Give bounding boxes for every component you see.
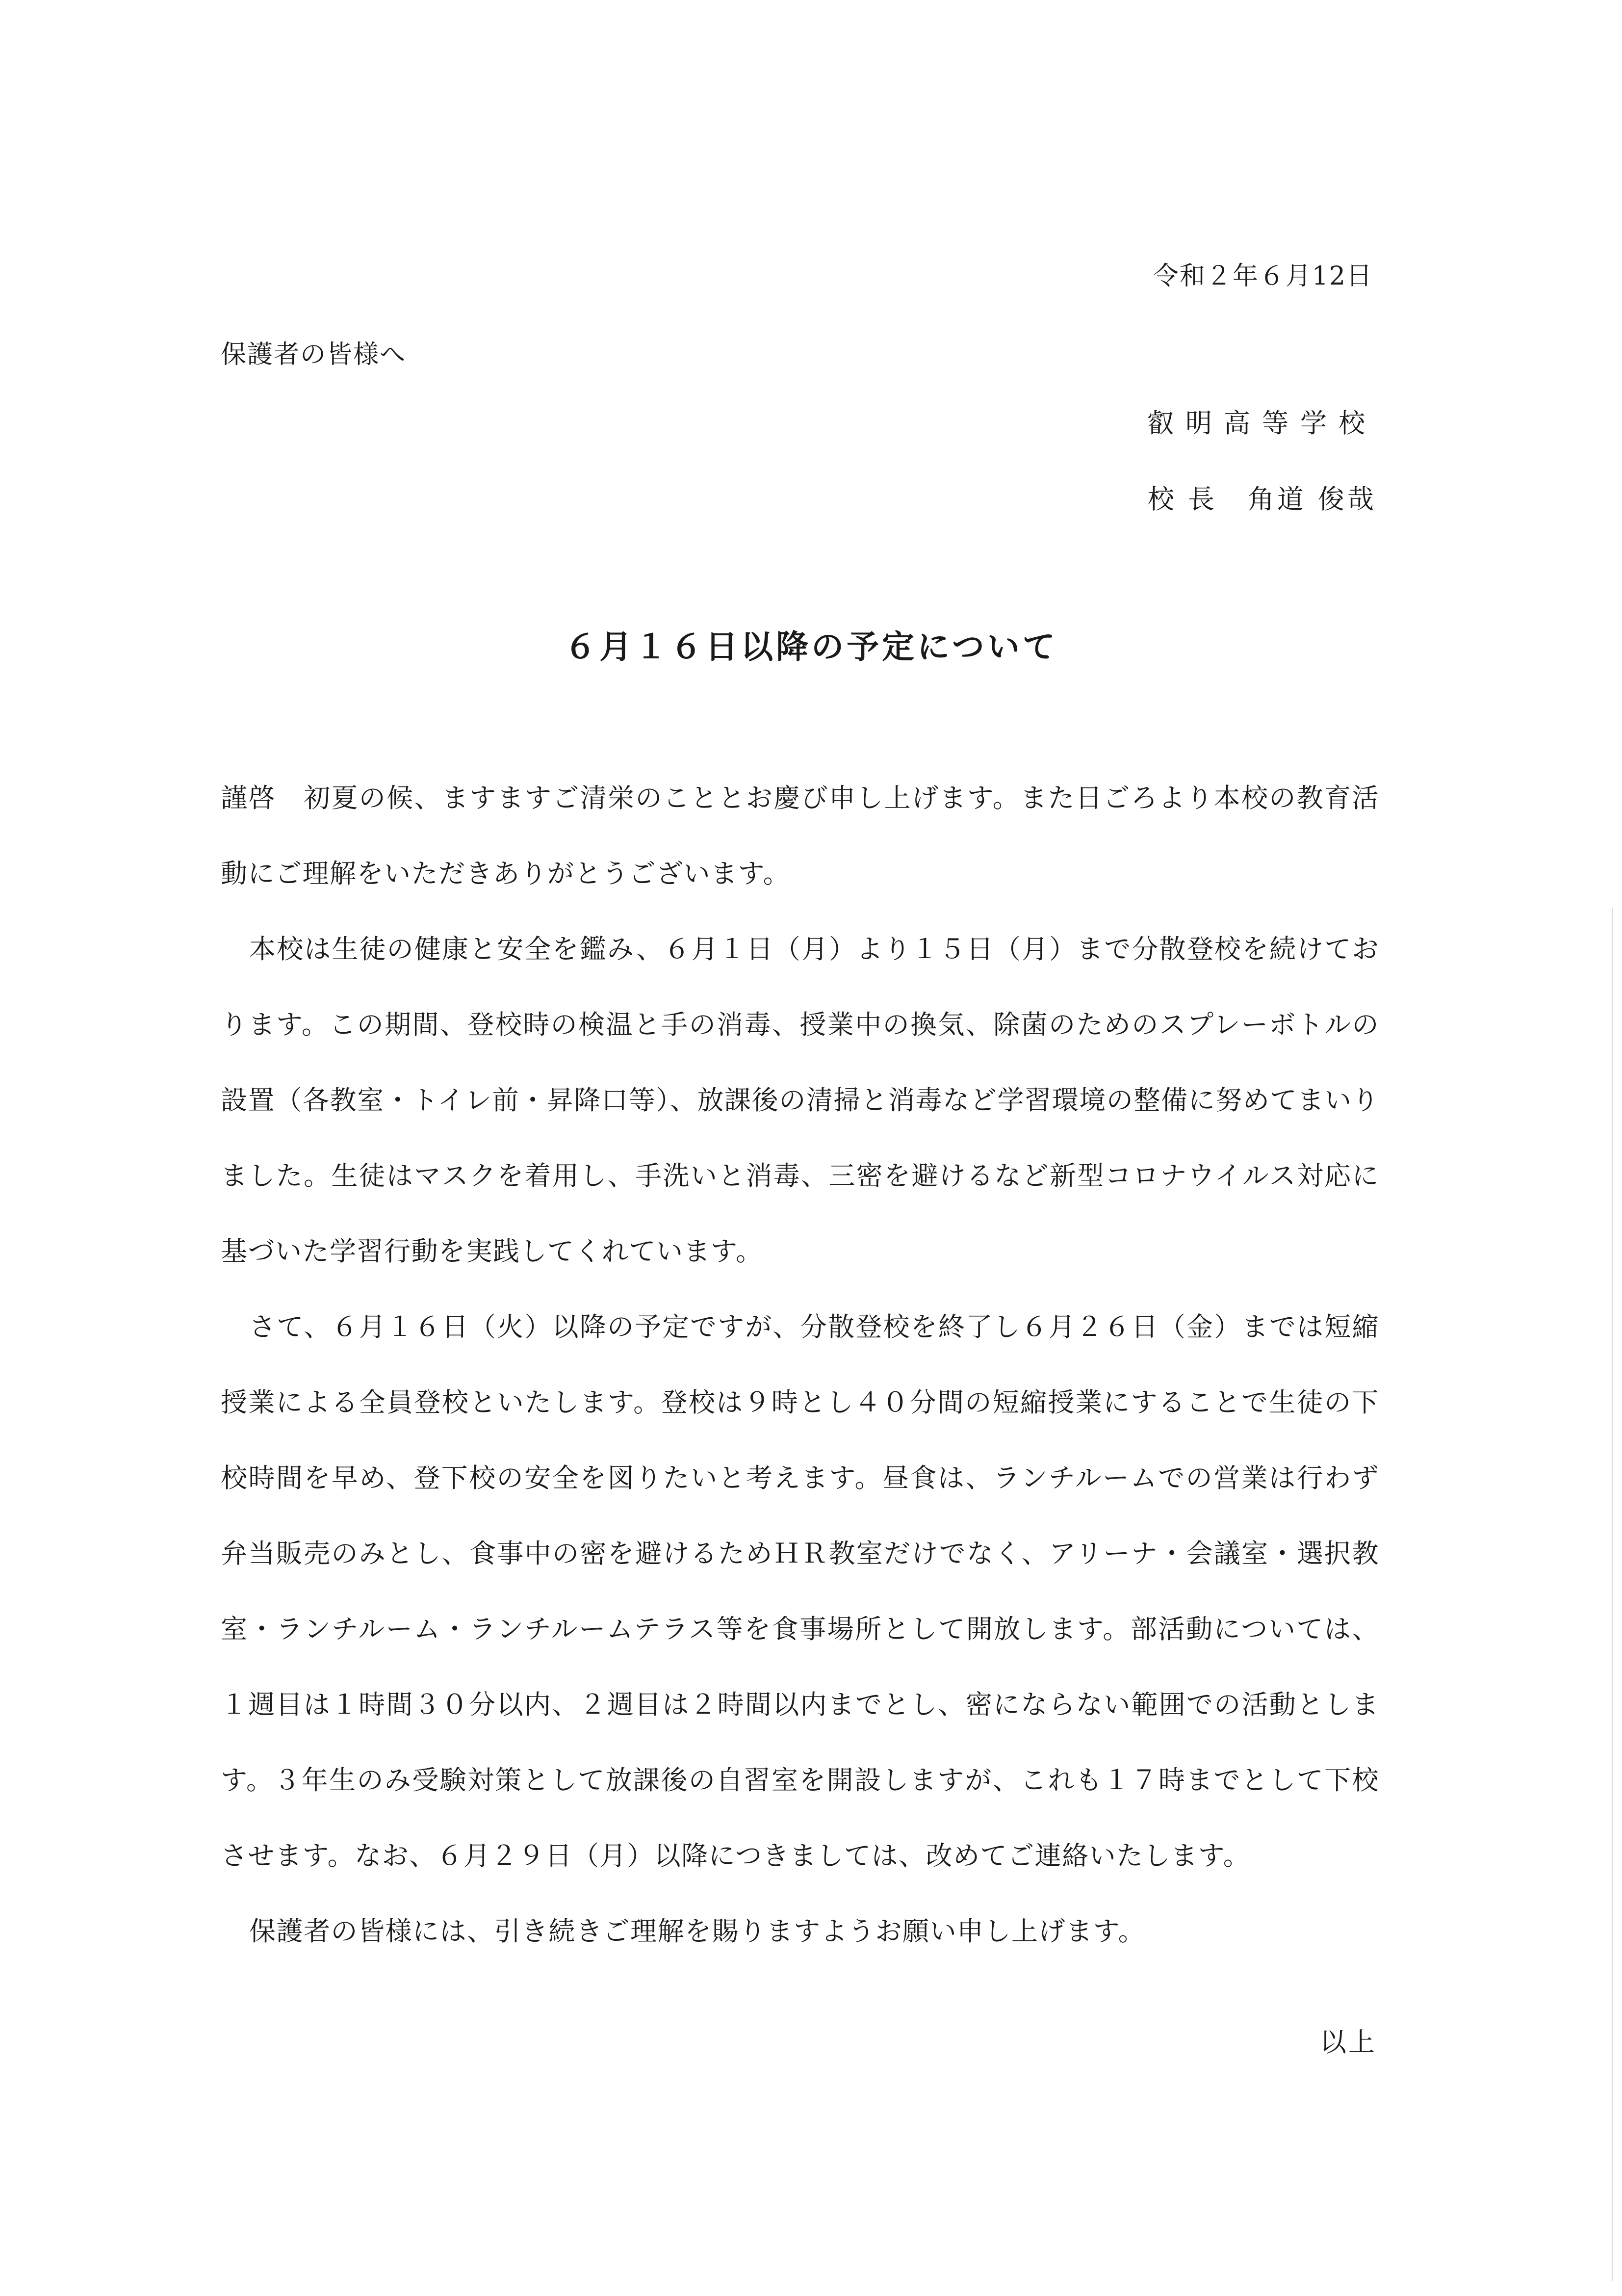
principal-name: 角道 俊哉 [1247,484,1377,515]
letter-body [221,760,1379,1969]
letter-date: 令和２年６月12日 [1153,261,1373,291]
paragraph-greeting: 謹啓 初夏の候、ますますご清栄のこととお慶び申し上げます。また日ごろより本校の教育活動にご理解をいただきありがとうございます。 [221,783,1379,889]
paragraph-schedule: さて、６月１６日（火）以降の予定ですが、分散登校を終了し６月２６日（金）までは短縮授業による全員登校といたします。登校は９時とし４０分間の短縮授業にすることで生徒の下校時間を早め、登下校の安全を図りたいと考えます。昼食は、ランチルームでの営業は行わず弁当販売のみとし、食事中の密を避けるためＨＲ教室だけでなく、アリーナ・会議室・選択教室・ランチルーム・ランチルームテラス等を食事場所として開放します。部活動については、１週目は１時間３０分以内、２週目は２時間以内までとし、密にならない範囲での活動とします。３年生のみ受験対策として放課後の自習室を開設しますが、これも１７時までとして下校させます。なお、６月２９日（月）以降につきましては、改めてご連絡いたします。 [221,1311,1379,1871]
letter-title: ６月１６日以降の予定について [564,627,1058,666]
sender-principal [1148,478,1377,516]
paragraph-request: 保護者の皆様には、引き続きご理解を賜りますようお願い申し上げます。 [249,1916,1146,1947]
sender-school: 叡明高等学校 [1147,408,1377,439]
scan-edge-line [1612,908,1613,2281]
principal-title: 校長 [1147,484,1228,515]
letter-closing: 以上 [1320,2027,1377,2058]
paragraph-measures: 本校は生徒の健康と安全を鑑み、６月１日（月）より１５日（月）まで分散登校を続けております。この期間、登校時の検温と手の消毒、授業中の換気、除菌のためのスプレーボトルの設置（各教室・トイレ前・昇降口等）、放課後の清掃と消毒など学習環境の整備に努めてまいりました。生徒はマスクを着用し、手洗いと消毒、三密を避けるなど新型コロナウイルス対応に基づいた学習行動を実践してくれています。 [221,934,1379,1267]
letter-addressee: 保護者の皆様へ [221,340,407,369]
